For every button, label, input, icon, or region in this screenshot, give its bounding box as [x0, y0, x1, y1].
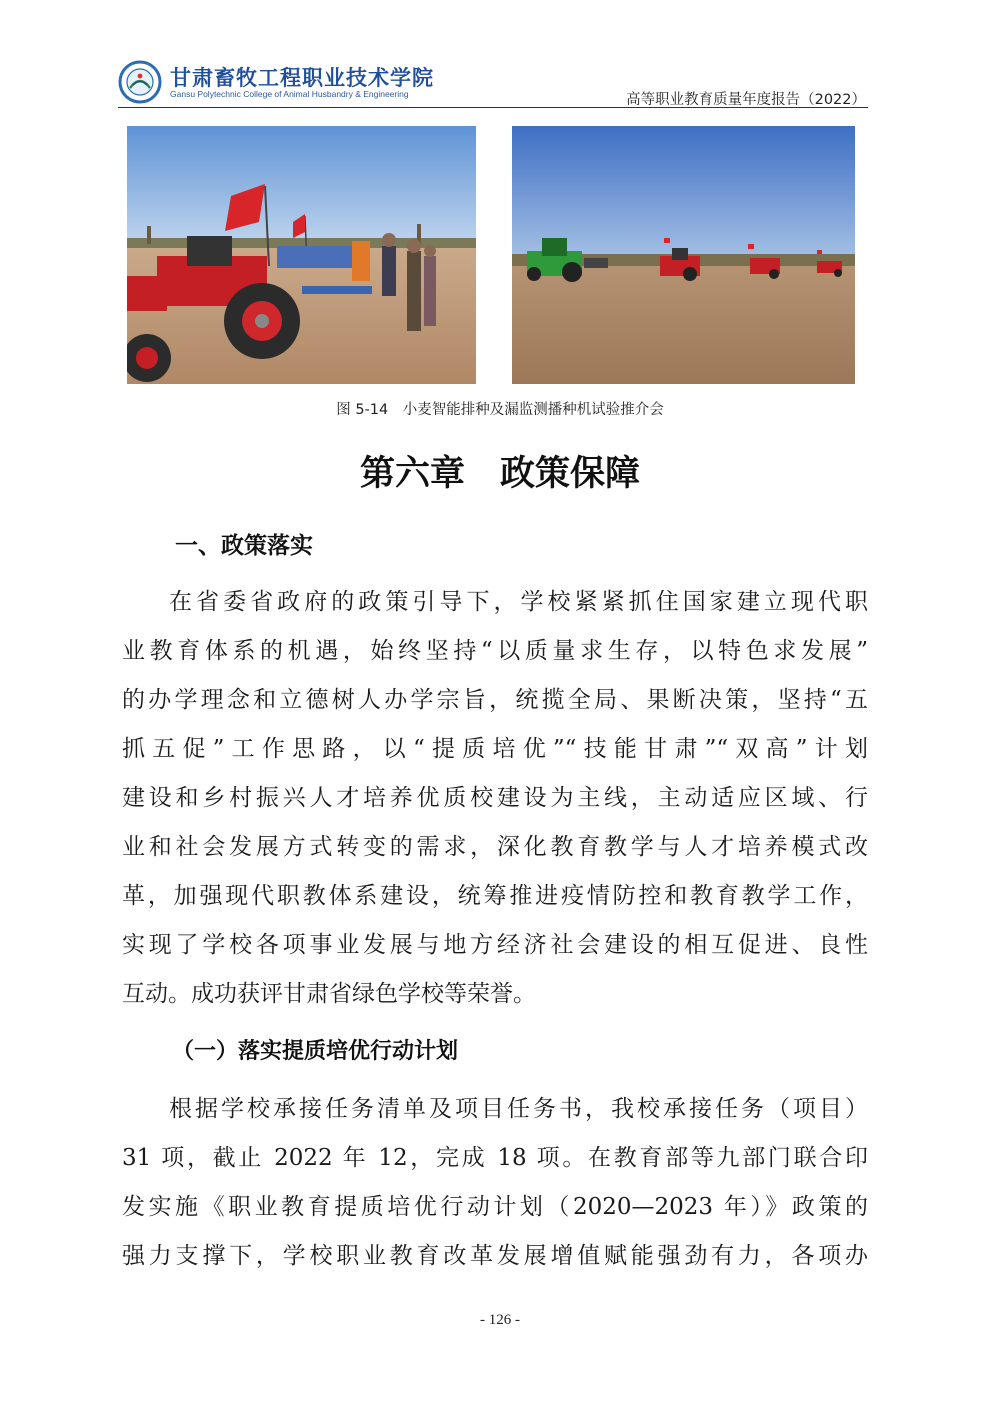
paragraph-line: 根据学校承接任务清单及项目任务书，我校承接任务（项目） [169, 1096, 868, 1122]
section-paragraph [122, 578, 868, 1019]
photo-field-tractors [512, 126, 855, 384]
school-name-cn: 甘肃畜牧工程职业技术学院 [170, 66, 434, 90]
page-number: - 126 - [480, 1312, 520, 1328]
paragraph-line: 强力支撑下，学校职业教育改革发展增值赋能强劲有力，各项办 [122, 1243, 868, 1269]
paragraph-line: 发实施《职业教育提质培优行动计划（2020—2023 年）》政策的 [122, 1194, 868, 1220]
paragraph-line: 业教育体系的机遇，始终坚持“以质量求生存，以特色求发展” [122, 638, 868, 664]
header-divider [118, 107, 868, 108]
paragraph-line: 革，加强现代职教体系建设，统筹推进疫情防控和教育教学工作， [122, 883, 868, 909]
paragraph-line: 建设和乡村振兴人才培养优质校建设为主线，主动适应区域、行 [122, 785, 868, 811]
paragraph-line: 抓五促”工作思路，以“提质培优”“技能甘肃”“双高”计划 [122, 736, 868, 762]
paragraph-line: 31 项，截止 2022 年 12，完成 18 项。在教育部等九部门联合印 [122, 1145, 868, 1171]
school-logo-icon [118, 60, 162, 104]
paragraph-line: 互动。成功获评甘肃省绿色学校等荣誉。 [122, 981, 536, 1007]
school-name-en: Gansu Polytechnic College of Animal Husbandry & Engineering [170, 89, 409, 99]
paragraph-line: 实现了学校各项事业发展与地方经济社会建设的相互促进、良性 [122, 932, 868, 958]
chapter-title: 第六章 政策保障 [359, 453, 640, 494]
subsection-heading: （一）落实提质培优行动计划 [172, 1039, 459, 1064]
report-title: 高等职业教育质量年度报告（2022） [626, 92, 866, 108]
figure-caption: 图 5-14 小麦智能排种及漏监测播种机试验推介会 [336, 402, 664, 418]
subsection-paragraph [122, 1085, 868, 1281]
section-heading: 一、政策落实 [175, 533, 313, 559]
paragraph-line: 的办学理念和立德树人办学宗旨，统揽全局、果断决策，坚持“五 [122, 687, 868, 713]
paragraph-line: 在省委省政府的政策引导下，学校紧紧抓住国家建立现代职 [169, 589, 868, 615]
page-header [118, 58, 868, 110]
paragraph-line: 业和社会发展方式转变的需求，深化教育教学与人才培养模式改 [122, 834, 868, 860]
photo-seeder-demonstration [127, 126, 476, 384]
